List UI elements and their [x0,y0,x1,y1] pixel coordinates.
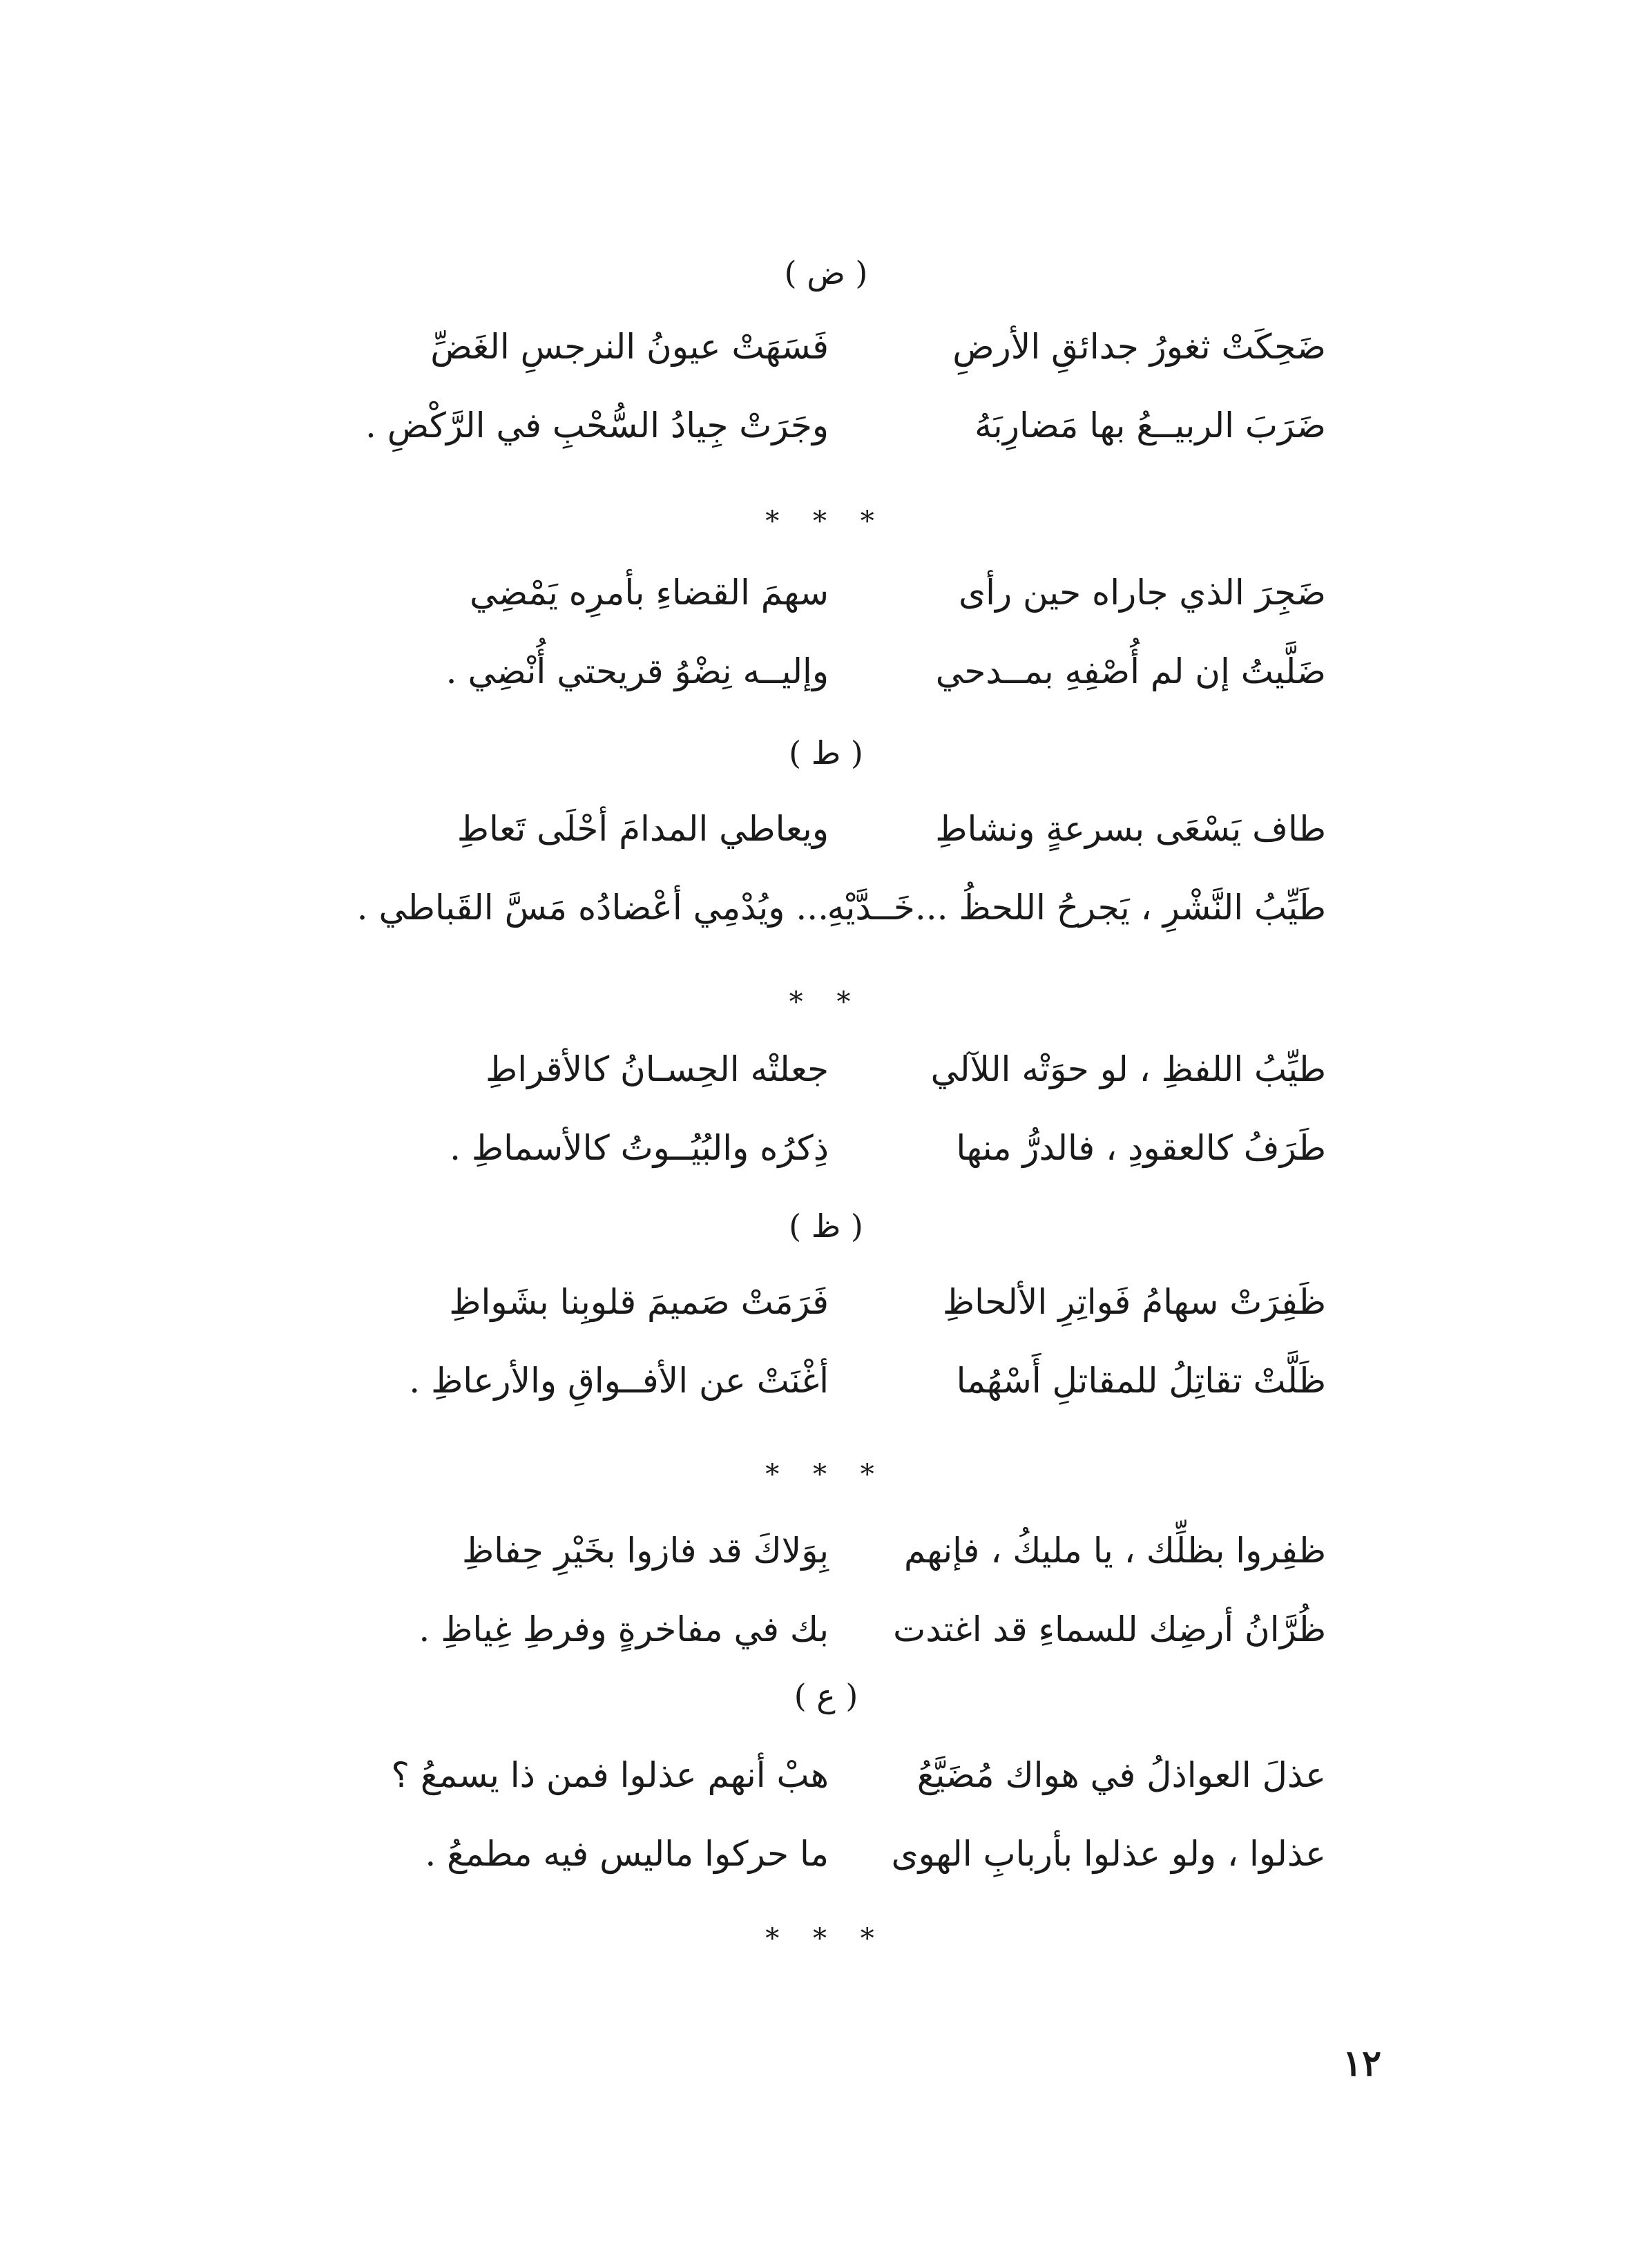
verse-second-hemistich: فَرَمَتْ صَميمَ قلوبِنا بشَواظِ [449,1282,829,1322]
verse-line [373,1826,1326,1881]
verse-line [373,1120,1326,1176]
verse-second-hemistich: جعلتْه الحِسـانُ كالأقراطِ [485,1049,829,1089]
verse-line [373,1353,1326,1408]
verse-first-hemistich: طاف يَسْعَى بسرعةٍ ونشاطِ [935,809,1326,849]
verse-second-hemistich: وإليــه نِضْوُ قريحتي أُنْضِي . [445,651,829,691]
verse-second-hemistich: ذِكرُه والبُيُــوتُ كالأسماطِ . [450,1128,829,1168]
stars-separator: * * * [765,1459,887,1491]
verse-second-hemistich: ويعاطي المدامَ أحْلَى تَعاطِ [457,809,829,849]
verse-line [356,880,1326,935]
verse-line [373,1523,1326,1578]
section-heading-za: ( ظ ) [789,1207,863,1245]
verse-first-hemistich: عذلَ العواذلُ في هواك مُضَيَّعُ [916,1755,1326,1795]
verse-line [373,319,1326,374]
verse-first-hemistich: ضَحِكَتْ ثغورُ جدائقِ الأرضِ [952,327,1326,367]
verse-line [373,644,1326,699]
verse-first-hemistich: عذلوا ، ولو عذلوا بأربابِ الهوى [891,1834,1326,1874]
stars-separator: * * * [765,506,887,537]
verse-first-hemistich: ظُرَّانُ أرضِك للسماءِ قد اغتدت [893,1609,1326,1649]
page-number: ١٢ [1343,2042,1381,2085]
verse-first-hemistich: ضَرَبَ الربيــعُ بها مَضارِبَهُ [974,405,1326,446]
verse-second-hemistich: أغْنَتْ عن الأفــواقِ والأرعاظِ . [409,1361,829,1401]
verse-first-hemistich: ضَجِرَ الذي جاراه حين رأى [958,573,1326,613]
verse-second-hemistich: سهمَ القضاءِ بأمرِه يَمْضِي [470,573,829,613]
verse-first-hemistich: طيِّبُ اللفظِ ، لو حوَتْه اللآلي [930,1049,1326,1089]
verse-line [373,1274,1326,1330]
section-heading-dad: ( ض ) [784,254,868,291]
verse-line [373,1747,1326,1803]
verse-line [373,801,1326,856]
verse-second-hemistich: هبْ أنهم عذلوا فمن ذا يسمعُ ؟ [391,1755,829,1795]
verse-line [373,565,1326,620]
verse-line [365,398,1326,453]
section-heading-ta: ( ط ) [789,734,863,772]
section-heading-ain: ( ع ) [794,1677,858,1714]
verse-first-hemistich: ضَلَّيتُ إن لم أُصْفِهِ بمــدحي [935,651,1326,691]
verse-line [373,1602,1326,1657]
verse-second-hemistich: فَسَهَتْ عيونُ النرجسِ الغَضِّ [430,327,829,367]
verse-second-hemistich: وجَرَتْ جِيادُ السُّحْبِ في الرَّكْضِ . [365,405,829,446]
verse-first-hemistich: ظفِروا بظلِّك ، يا مليكُ ، فإنهم [903,1531,1326,1571]
verse-first-hemistich: طَيِّبُ النَّشْرِ ، يَجرحُ اللحظُ ...خَــدَّيْهِ [827,888,1326,928]
stars-separator: * * * [765,1923,887,1955]
verse-second-hemistich: بك في مفاخرةٍ وفرطِ غِياظِ . [419,1609,829,1649]
verse-first-hemistich: طَرَفُ كالعقودِ ، فالدرُّ منها [956,1128,1326,1168]
verse-second-hemistich: ... ويُدْمِي أعْضادُه مَسَّ القَباطي . [356,888,829,928]
verse-second-hemistich: ما حركوا ماليس فيه مطمعُ . [425,1834,829,1874]
verse-second-hemistich: بِوَلاكَ قد فازوا بخَيْرِ حِفاظِ [461,1531,829,1571]
verse-first-hemistich: ظَفِرَتْ سهامُ فَواتِرِ الألحاظِ [942,1282,1326,1322]
verse-first-hemistich: ظَلَّتْ تقاتِلُ للمقاتلِ أَسْهُما [956,1361,1326,1401]
verse-line [373,1042,1326,1097]
stars-separator: * * [789,986,863,1018]
